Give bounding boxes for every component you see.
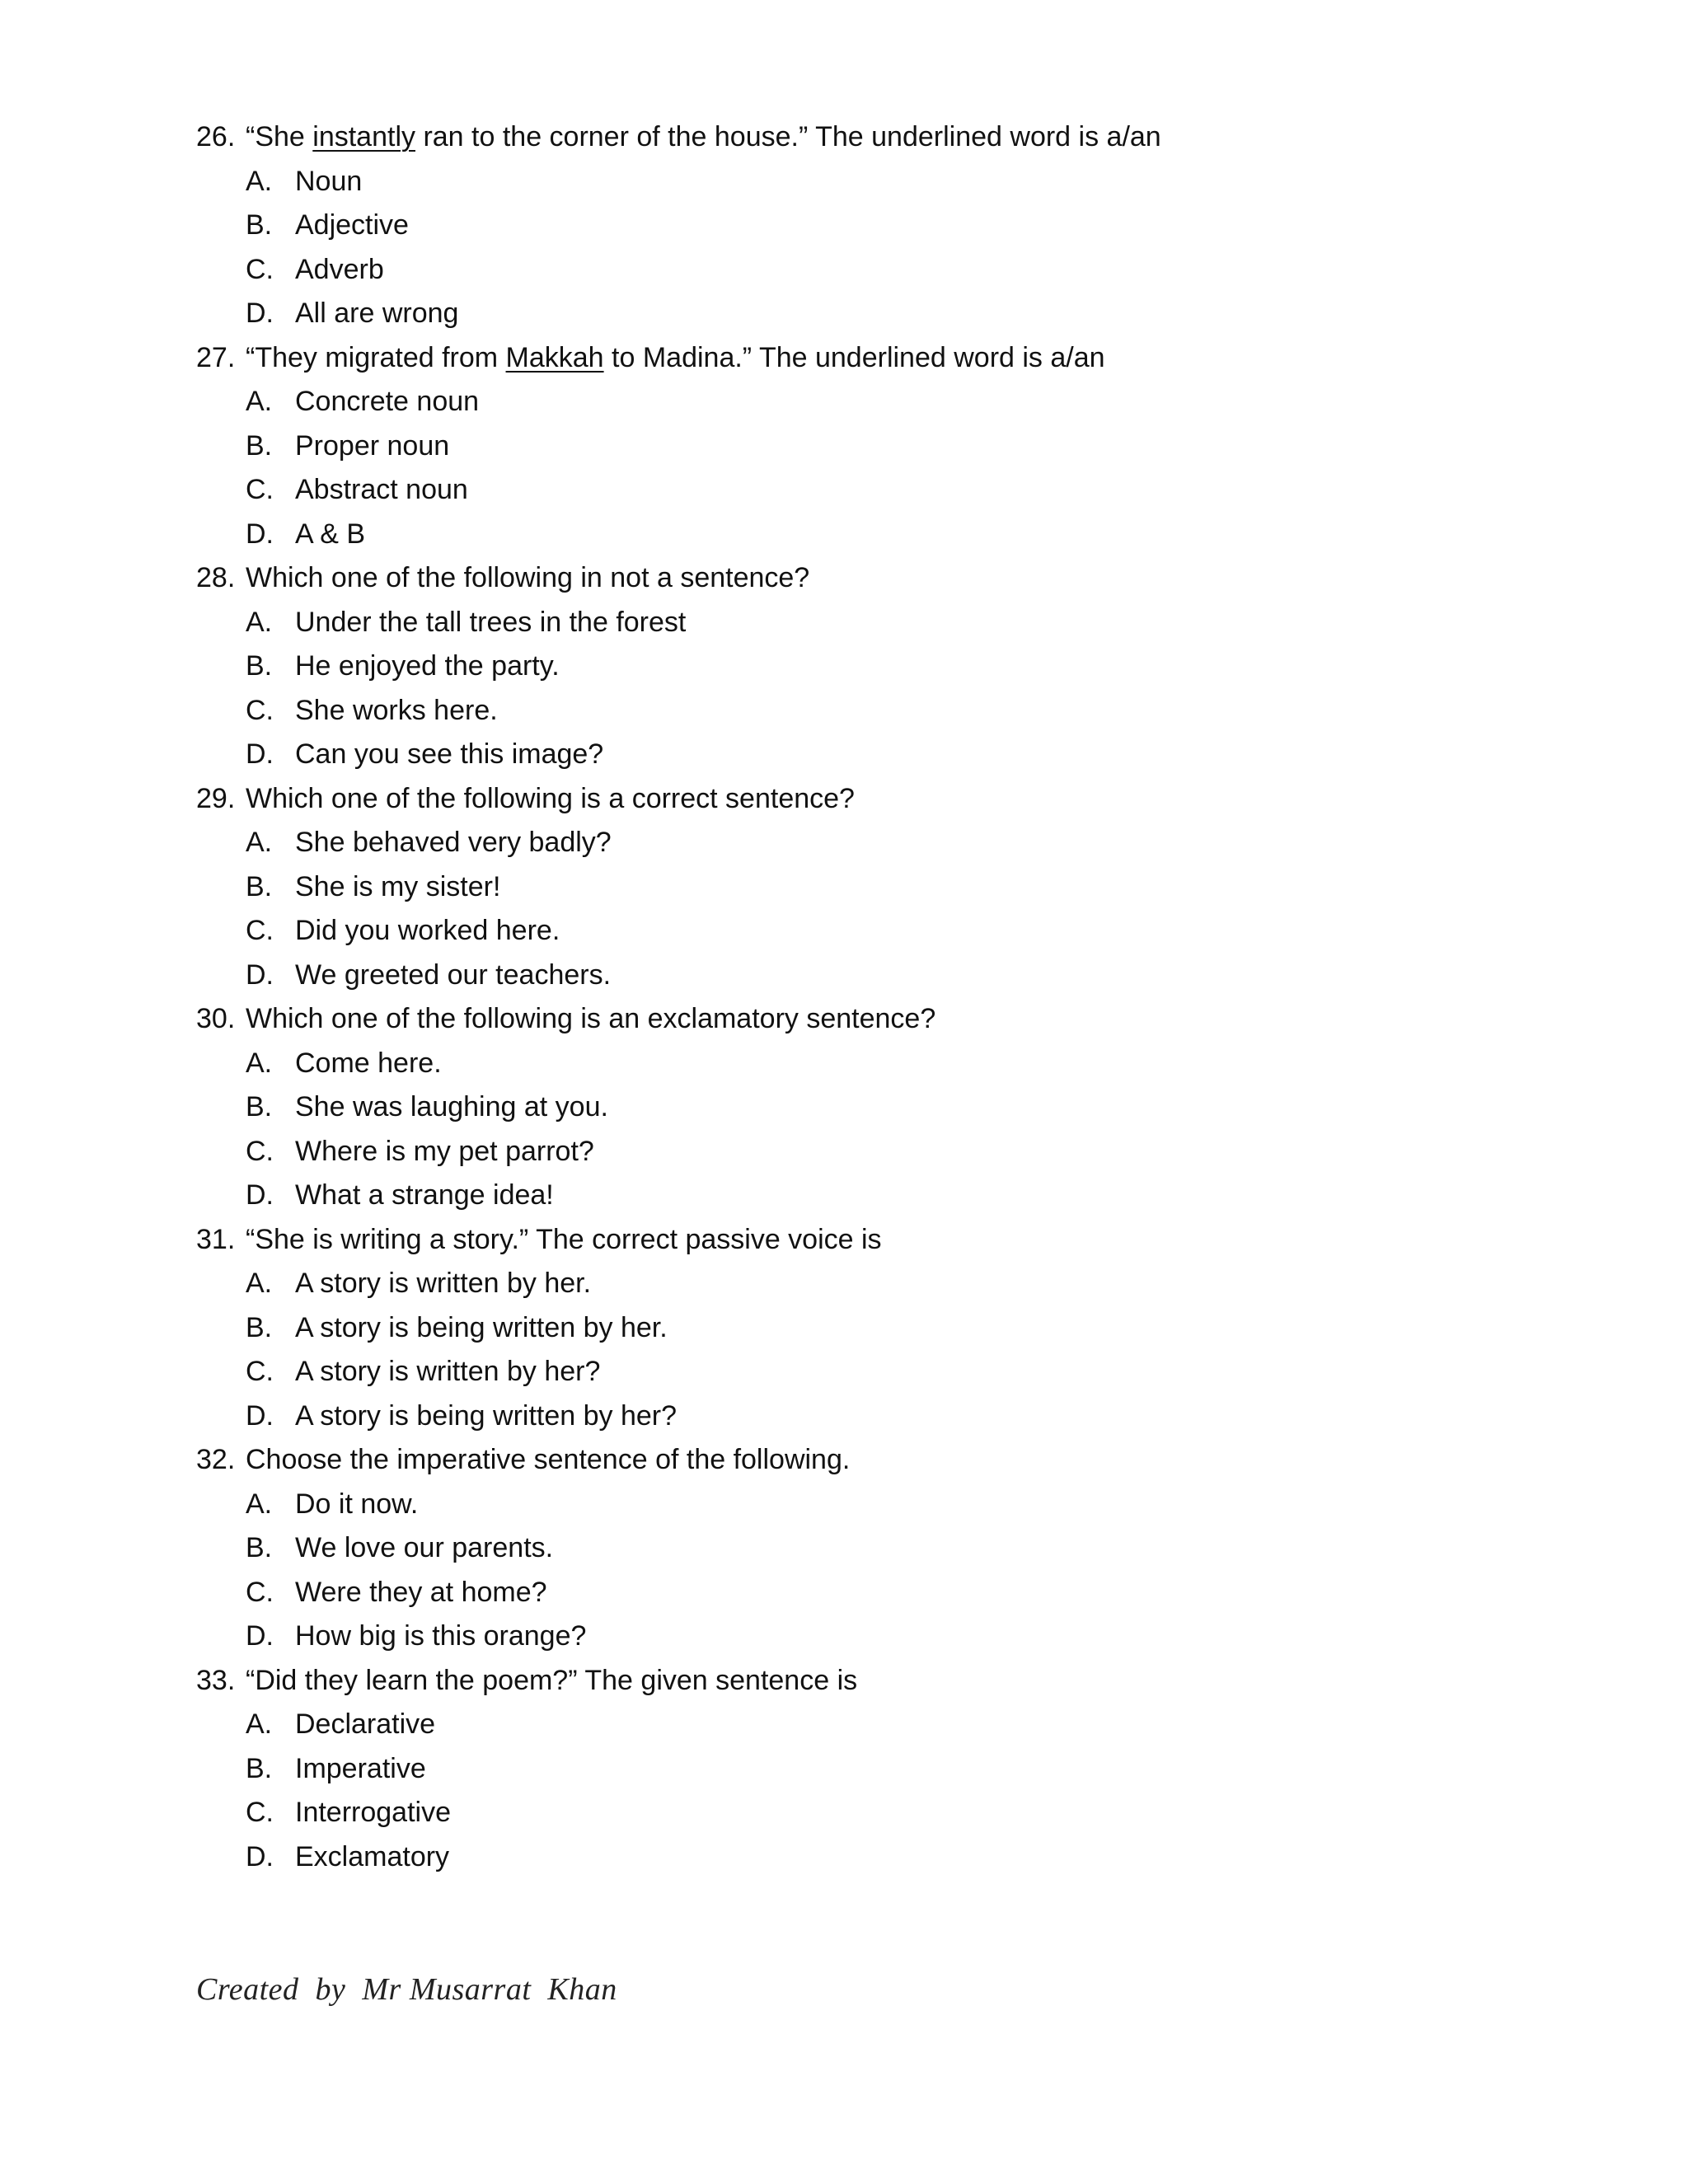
option-list (196, 380, 1597, 556)
option-text: Can you see this image? (295, 738, 604, 770)
option-letter: B. (246, 1752, 273, 1784)
option-letter: C. (246, 1576, 274, 1608)
option-letter: D. (246, 1179, 274, 1211)
option-b (246, 424, 1597, 469)
option-letter: B. (246, 1091, 273, 1122)
option-text: Adjective (295, 209, 409, 241)
option-text: Come here. (295, 1047, 442, 1079)
option-text: All are wrong (295, 298, 459, 329)
option-a (246, 160, 1597, 204)
question-stem (196, 1438, 1597, 1483)
question-29 (196, 777, 1597, 998)
option-text: Adverb (295, 253, 384, 285)
option-c (246, 1350, 1597, 1394)
option-d (246, 1615, 1597, 1659)
option-letter: B. (246, 209, 273, 241)
option-c (246, 248, 1597, 293)
option-letter: D. (246, 1399, 274, 1432)
option-d (246, 292, 1597, 336)
option-letter: C. (246, 253, 274, 285)
option-letter: D. (246, 738, 274, 770)
option-list (196, 1483, 1597, 1659)
question-text: Which one of the following in not a sentence? (246, 562, 810, 593)
question-stem (196, 1218, 1597, 1263)
option-d (246, 1835, 1597, 1880)
option-text: Proper noun (295, 429, 450, 462)
option-text: She behaved very badly? (295, 827, 612, 858)
option-text: A story is written by her? (295, 1356, 601, 1387)
question-number: 32. (196, 1444, 236, 1475)
option-letter: B. (246, 429, 273, 462)
question-number: 29. (196, 782, 236, 814)
option-letter: D. (246, 1840, 274, 1872)
option-text: Were they at home? (295, 1576, 547, 1608)
question-stem (196, 556, 1597, 601)
option-text: How big is this orange? (295, 1620, 587, 1652)
question-28 (196, 556, 1597, 777)
option-a (246, 1042, 1597, 1086)
question-30 (196, 997, 1597, 1218)
option-d (246, 954, 1597, 998)
question-number: 30. (196, 1003, 236, 1034)
option-letter: A. (246, 1708, 273, 1740)
question-stem (196, 336, 1597, 381)
underlined-word: instantly (312, 121, 415, 152)
underlined-word: Makkah (505, 341, 604, 373)
option-text: She works here. (295, 694, 498, 726)
option-c (246, 1791, 1597, 1835)
option-b (246, 644, 1597, 689)
option-text: What a strange idea! (295, 1179, 554, 1211)
question-number: 28. (196, 562, 236, 593)
question-text: “Did they learn the poem?” The given sentence is (246, 1664, 858, 1696)
option-d (246, 733, 1597, 777)
question-stem (196, 777, 1597, 822)
option-text: She was laughing at you. (295, 1091, 608, 1122)
option-a (246, 601, 1597, 645)
option-text: Interrogative (295, 1797, 451, 1828)
option-text: A story is written by her. (295, 1268, 592, 1299)
option-a (246, 380, 1597, 424)
question-stem (196, 115, 1597, 160)
option-text: Imperative (295, 1752, 426, 1784)
question-text-suffix: to Madina.” The underlined word is a/an (603, 341, 1105, 373)
option-letter: D. (246, 518, 274, 550)
question-number: 33. (196, 1664, 236, 1696)
option-letter: C. (246, 694, 274, 726)
question-text: Which one of the following is an exclamatory sentence? (246, 1003, 936, 1034)
option-text: Concrete noun (295, 386, 480, 417)
option-letter: A. (246, 386, 273, 417)
option-d (246, 1174, 1597, 1218)
option-a (246, 1483, 1597, 1527)
option-text: Declarative (295, 1708, 436, 1740)
option-b (246, 1747, 1597, 1792)
option-letter: A. (246, 1047, 273, 1079)
question-number: 27. (196, 341, 236, 373)
question-26 (196, 115, 1597, 336)
option-c (246, 1571, 1597, 1615)
option-list (196, 1262, 1597, 1438)
question-32 (196, 1438, 1597, 1659)
question-list (196, 115, 1597, 1879)
option-letter: B. (246, 870, 273, 902)
option-b (246, 1306, 1597, 1351)
option-letter: C. (246, 1356, 274, 1387)
option-list (196, 160, 1597, 336)
option-text: He enjoyed the party. (295, 650, 560, 682)
option-b (246, 204, 1597, 248)
option-text: A story is being written by her. (295, 1311, 668, 1343)
option-letter: D. (246, 1620, 274, 1652)
option-letter: B. (246, 1532, 273, 1563)
option-text: A story is being written by her? (295, 1399, 678, 1432)
option-a (246, 821, 1597, 865)
option-c (246, 468, 1597, 513)
option-text: We love our parents. (295, 1532, 554, 1563)
question-33 (196, 1659, 1597, 1880)
option-text: Under the tall trees in the forest (295, 606, 687, 638)
option-text: Did you worked here. (295, 915, 560, 946)
question-stem (196, 997, 1597, 1042)
option-letter: B. (246, 1311, 273, 1343)
option-list (196, 821, 1597, 997)
option-b (246, 1085, 1597, 1130)
option-d (246, 1394, 1597, 1439)
option-letter: C. (246, 1797, 274, 1828)
option-list (196, 601, 1597, 777)
option-letter: C. (246, 1135, 274, 1167)
option-letter: A. (246, 1488, 273, 1520)
question-stem (196, 1659, 1597, 1704)
option-d (246, 513, 1597, 557)
option-list (196, 1703, 1597, 1879)
option-text: We greeted our teachers. (295, 958, 612, 991)
option-a (246, 1703, 1597, 1747)
question-text (246, 115, 1161, 160)
option-b (246, 1526, 1597, 1571)
option-letter: A. (246, 827, 273, 858)
option-letter: A. (246, 165, 273, 197)
question-text (246, 336, 1105, 381)
question-text-suffix: ran to the corner of the house.” The underlined word is a/an (415, 121, 1161, 152)
option-text: Noun (295, 165, 363, 197)
option-text: Exclamatory (295, 1840, 450, 1872)
option-text: Do it now. (295, 1488, 419, 1520)
question-text: Choose the imperative sentence of the following. (246, 1444, 851, 1475)
option-letter: A. (246, 606, 273, 638)
question-31 (196, 1218, 1597, 1439)
question-text: “She is writing a story.” The correct passive voice is (246, 1223, 882, 1255)
option-c (246, 1130, 1597, 1174)
option-text: A & B (295, 518, 366, 550)
question-text-prefix: “They migrated from (246, 341, 506, 373)
option-letter: C. (246, 915, 274, 946)
option-letter: D. (246, 958, 274, 991)
option-text: Where is my pet parrot? (295, 1135, 594, 1167)
question-text: Which one of the following is a correct sentence? (246, 782, 855, 814)
option-a (246, 1262, 1597, 1306)
question-number: 31. (196, 1223, 236, 1255)
option-letter: D. (246, 298, 274, 329)
option-list (196, 1042, 1597, 1218)
option-b (246, 865, 1597, 910)
question-text-prefix: “She (246, 121, 313, 152)
question-27 (196, 336, 1597, 557)
option-letter: A. (246, 1268, 273, 1299)
question-number: 26. (196, 121, 236, 152)
author-credit: Created by Mr Musarrat Khan (196, 1972, 617, 2007)
option-c (246, 909, 1597, 954)
option-text: Abstract noun (295, 474, 468, 505)
option-letter: B. (246, 650, 273, 682)
option-letter: C. (246, 474, 274, 505)
option-c (246, 689, 1597, 733)
option-text: She is my sister! (295, 870, 501, 902)
